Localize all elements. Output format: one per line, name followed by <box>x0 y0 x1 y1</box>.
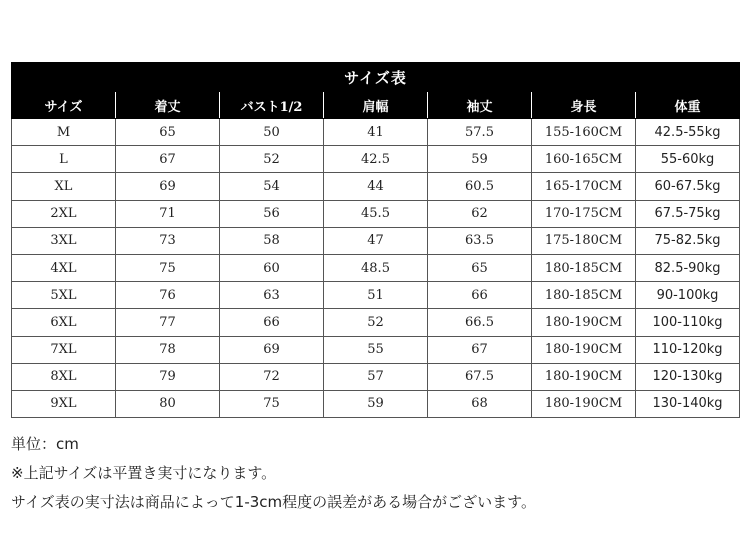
cell-height: 180-190CM <box>532 309 636 336</box>
unit-note: 単位：cm <box>11 435 79 453</box>
cell-bust: 56 <box>220 200 324 227</box>
measurement-error-note: サイズ表の実寸法は商品によって1-3cm程度の誤差がある場合がございます。 <box>11 493 536 511</box>
cell-length: 79 <box>116 363 220 390</box>
table-row <box>12 363 740 390</box>
table-row <box>12 390 740 417</box>
cell-sleeve: 66 <box>428 282 532 309</box>
cell-height: 180-190CM <box>532 390 636 417</box>
cell-height: 170-175CM <box>532 200 636 227</box>
table-row <box>12 119 740 146</box>
cell-length: 67 <box>116 146 220 173</box>
cell-size: XL <box>12 173 116 200</box>
cell-shoulder: 51 <box>324 282 428 309</box>
header-length: 着丈 <box>116 92 220 119</box>
cell-sleeve: 65 <box>428 254 532 281</box>
cell-shoulder: 57 <box>324 363 428 390</box>
cell-size: 9XL <box>12 390 116 417</box>
table-row <box>12 254 740 281</box>
cell-height: 180-185CM <box>532 254 636 281</box>
cell-weight: 120-130kg <box>636 363 740 390</box>
cell-length: 76 <box>116 282 220 309</box>
header-height: 身長 <box>532 92 636 119</box>
header-shoulder: 肩幅 <box>324 92 428 119</box>
table-row <box>12 146 740 173</box>
table-row <box>12 309 740 336</box>
header-bust: バスト1/2 <box>220 92 324 119</box>
cell-sleeve: 59 <box>428 146 532 173</box>
cell-weight: 55-60kg <box>636 146 740 173</box>
cell-bust: 75 <box>220 390 324 417</box>
size-chart-table <box>11 62 740 418</box>
cell-weight: 60-67.5kg <box>636 173 740 200</box>
cell-shoulder: 52 <box>324 309 428 336</box>
cell-bust: 66 <box>220 309 324 336</box>
table-row <box>12 200 740 227</box>
cell-size: L <box>12 146 116 173</box>
cell-length: 71 <box>116 200 220 227</box>
cell-height: 180-190CM <box>532 363 636 390</box>
cell-shoulder: 41 <box>324 119 428 146</box>
cell-bust: 60 <box>220 254 324 281</box>
cell-height: 175-180CM <box>532 227 636 254</box>
header-size: サイズ <box>12 92 116 119</box>
cell-sleeve: 67.5 <box>428 363 532 390</box>
cell-bust: 52 <box>220 146 324 173</box>
cell-shoulder: 48.5 <box>324 254 428 281</box>
cell-weight: 42.5-55kg <box>636 119 740 146</box>
cell-sleeve: 60.5 <box>428 173 532 200</box>
cell-size: 8XL <box>12 363 116 390</box>
cell-height: 160-165CM <box>532 146 636 173</box>
cell-height: 155-160CM <box>532 119 636 146</box>
cell-length: 69 <box>116 173 220 200</box>
cell-size: 5XL <box>12 282 116 309</box>
cell-height: 180-190CM <box>532 336 636 363</box>
notes-section <box>11 430 536 517</box>
cell-sleeve: 62 <box>428 200 532 227</box>
cell-sleeve: 66.5 <box>428 309 532 336</box>
cell-length: 80 <box>116 390 220 417</box>
table-title-row <box>12 63 740 92</box>
cell-weight: 110-120kg <box>636 336 740 363</box>
cell-height: 165-170CM <box>532 173 636 200</box>
flat-measurement-note: ※上記サイズは平置き実寸になります。 <box>11 464 277 482</box>
table-title: サイズ表 <box>12 63 740 92</box>
table-row <box>12 336 740 363</box>
header-weight: 体重 <box>636 92 740 119</box>
cell-size: 3XL <box>12 227 116 254</box>
cell-length: 65 <box>116 119 220 146</box>
cell-sleeve: 63.5 <box>428 227 532 254</box>
table-body <box>12 119 740 418</box>
cell-length: 73 <box>116 227 220 254</box>
cell-bust: 50 <box>220 119 324 146</box>
cell-bust: 54 <box>220 173 324 200</box>
table-row <box>12 227 740 254</box>
cell-bust: 63 <box>220 282 324 309</box>
cell-length: 77 <box>116 309 220 336</box>
cell-length: 78 <box>116 336 220 363</box>
cell-weight: 67.5-75kg <box>636 200 740 227</box>
cell-shoulder: 44 <box>324 173 428 200</box>
cell-shoulder: 42.5 <box>324 146 428 173</box>
cell-bust: 69 <box>220 336 324 363</box>
cell-shoulder: 59 <box>324 390 428 417</box>
cell-weight: 90-100kg <box>636 282 740 309</box>
cell-size: 4XL <box>12 254 116 281</box>
cell-shoulder: 55 <box>324 336 428 363</box>
cell-bust: 72 <box>220 363 324 390</box>
cell-size: 7XL <box>12 336 116 363</box>
cell-weight: 75-82.5kg <box>636 227 740 254</box>
cell-size: M <box>12 119 116 146</box>
table-row <box>12 282 740 309</box>
cell-height: 180-185CM <box>532 282 636 309</box>
cell-length: 75 <box>116 254 220 281</box>
table-header-row <box>12 92 740 119</box>
cell-sleeve: 67 <box>428 336 532 363</box>
cell-shoulder: 47 <box>324 227 428 254</box>
cell-sleeve: 57.5 <box>428 119 532 146</box>
cell-bust: 58 <box>220 227 324 254</box>
cell-weight: 100-110kg <box>636 309 740 336</box>
cell-size: 2XL <box>12 200 116 227</box>
cell-size: 6XL <box>12 309 116 336</box>
cell-weight: 82.5-90kg <box>636 254 740 281</box>
table-row <box>12 173 740 200</box>
cell-sleeve: 68 <box>428 390 532 417</box>
header-sleeve: 袖丈 <box>428 92 532 119</box>
cell-shoulder: 45.5 <box>324 200 428 227</box>
cell-weight: 130-140kg <box>636 390 740 417</box>
